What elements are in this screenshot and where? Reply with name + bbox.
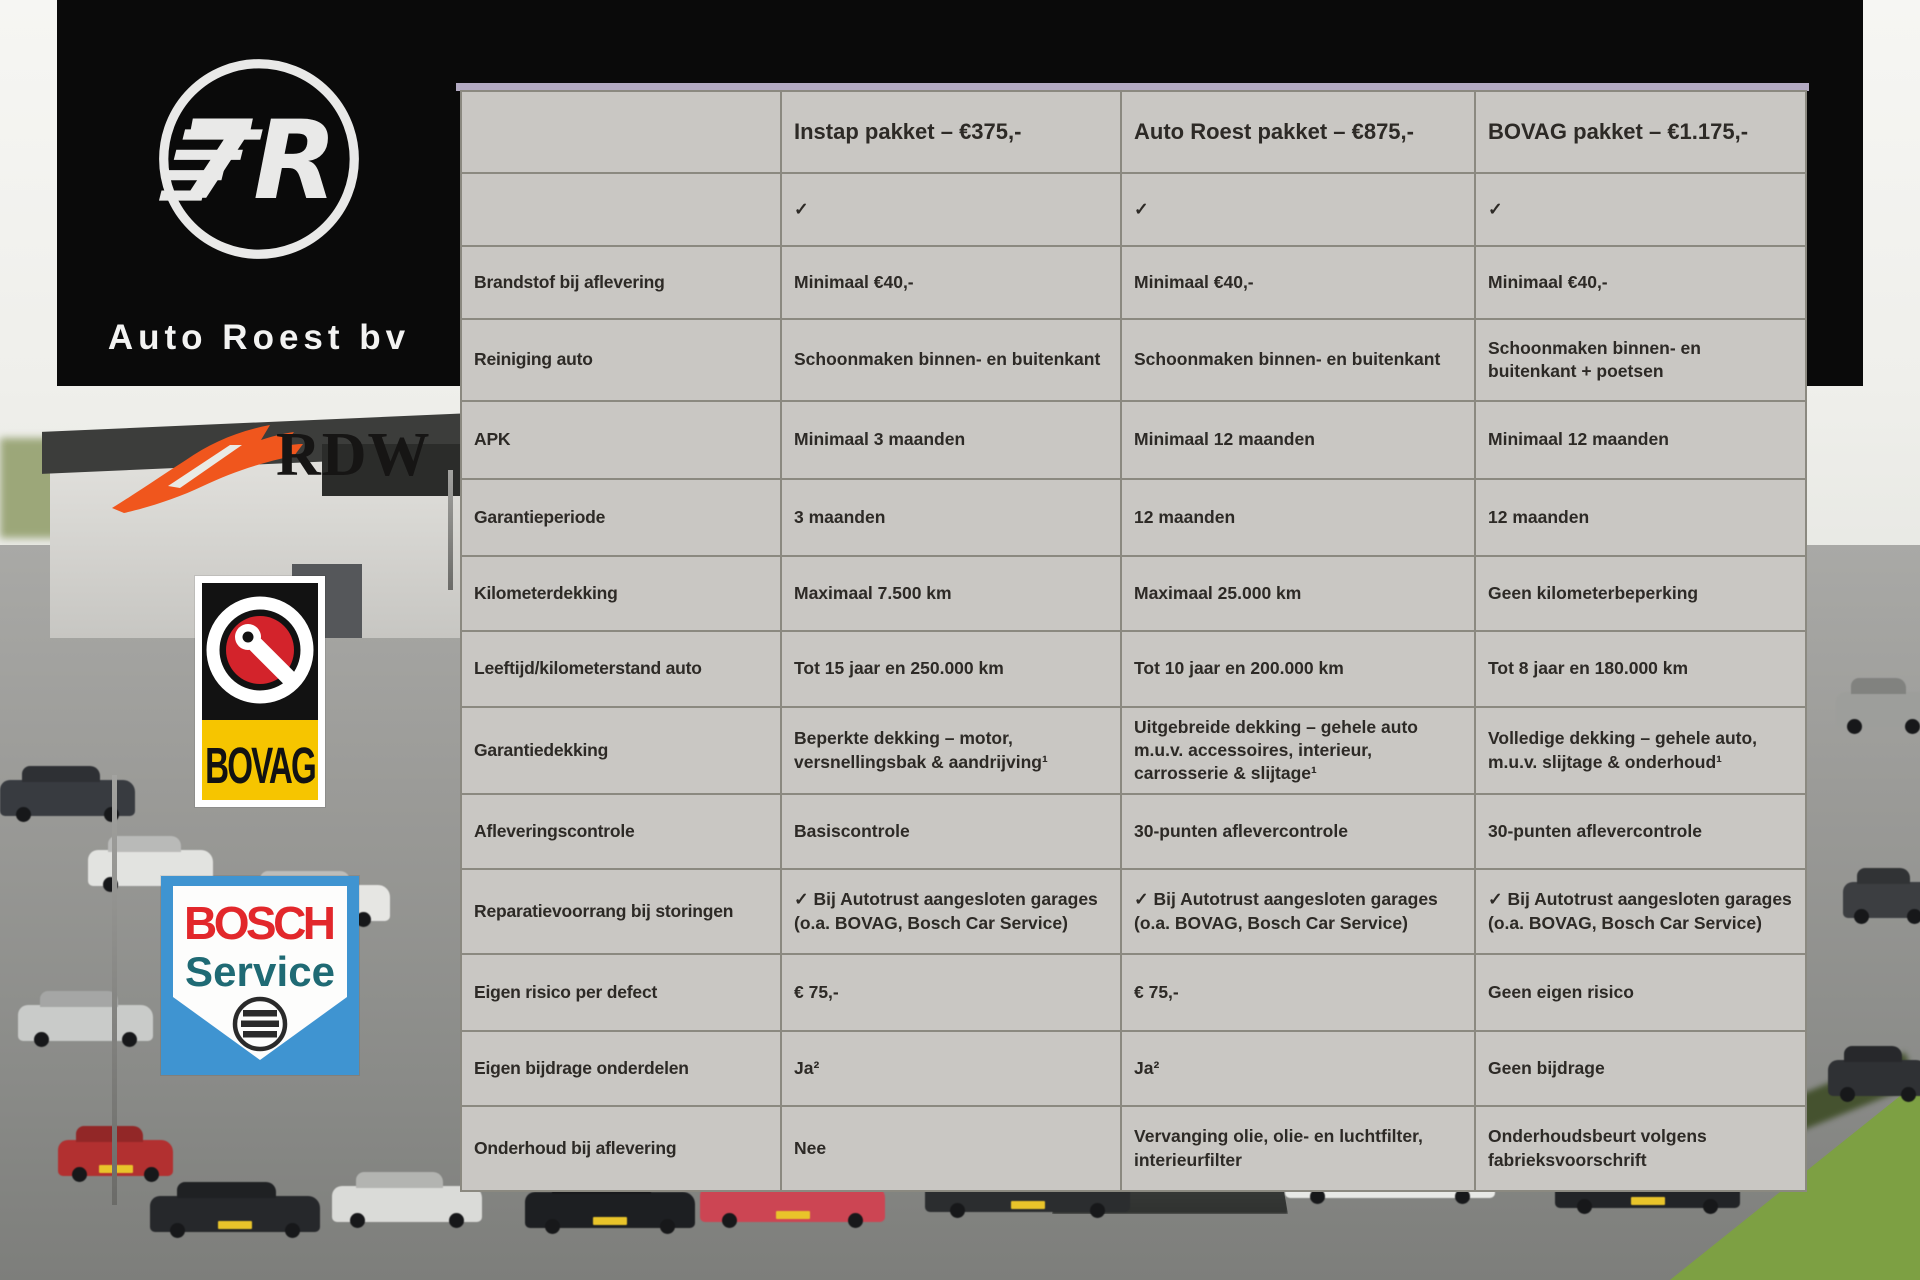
table-cell-r5-c0: Maximaal 7.500 km xyxy=(782,557,1122,632)
bovag-logo xyxy=(195,576,325,807)
light-pole xyxy=(112,775,117,1205)
table-cell-r12-c2: Onderhoudsbeurt volgens fabrieksvoorschrift xyxy=(1476,1107,1807,1192)
table-cell-r4-c2: 12 maanden xyxy=(1476,480,1807,557)
table-cell-r0-c2: ✓ xyxy=(1476,174,1807,247)
row-label-0 xyxy=(462,174,782,247)
table-cell-r12-c1: Vervanging olie, olie- en luchtfilter, interieurfilter xyxy=(1122,1107,1476,1192)
table-cell-r6-c1: Tot 10 jaar en 200.000 km xyxy=(1122,632,1476,708)
table-cell-r7-c1: Uitgebreide dekking – gehele auto m.u.v. accessoires, interieur, carrosserie & slijtage¹ xyxy=(1122,708,1476,795)
table-cell-r10-c0: € 75,- xyxy=(782,955,1122,1032)
table-cell-r11-c0: Ja² xyxy=(782,1032,1122,1107)
row-label-6: Leeftijd/kilometerstand auto xyxy=(462,632,782,708)
column-header-1: Auto Roest pakket – €875,- xyxy=(1122,92,1476,174)
table-cell-r2-c2: Schoonmaken binnen- en buitenkant + poetsen xyxy=(1476,320,1807,402)
table-cell-r9-c1: ✓ Bij Autotrust aangesloten garages (o.a. BOVAG, Bosch Car Service) xyxy=(1122,870,1476,955)
row-label-5: Kilometerdekking xyxy=(462,557,782,632)
table-cell-r1-c1: Minimaal €40,- xyxy=(1122,247,1476,320)
table-cell-r4-c0: 3 maanden xyxy=(782,480,1122,557)
package-table xyxy=(460,90,1807,1192)
bosch-armature-icon xyxy=(235,999,285,1049)
row-label-1: Brandstof bij aflevering xyxy=(462,247,782,320)
row-label-2: Reiniging auto xyxy=(462,320,782,402)
bosch-logo-text: BOSCH xyxy=(184,897,336,949)
table-cell-r3-c0: Minimaal 3 maanden xyxy=(782,402,1122,480)
table-cell-r10-c2: Geen eigen risico xyxy=(1476,955,1807,1032)
row-label-10: Eigen risico per defect xyxy=(462,955,782,1032)
table-cell-r9-c0: ✓ Bij Autotrust aangesloten garages (o.a. BOVAG, Bosch Car Service) xyxy=(782,870,1122,955)
parked-car xyxy=(1843,882,1920,918)
logo-monogram: 7R xyxy=(177,96,338,224)
table-cell-r7-c2: Volledige dekking – gehele auto, m.u.v. slijtage & onderhoud¹ xyxy=(1476,708,1807,795)
table-cell-r12-c0: Nee xyxy=(782,1107,1122,1192)
table-cell-r8-c0: Basiscontrole xyxy=(782,795,1122,870)
row-label-7: Garantiedekking xyxy=(462,708,782,795)
table-cell-r6-c0: Tot 15 jaar en 250.000 km xyxy=(782,632,1122,708)
bosch-service-text: Service xyxy=(185,948,335,995)
table-cell-r3-c1: Minimaal 12 maanden xyxy=(1122,402,1476,480)
table-cell-r4-c1: 12 maanden xyxy=(1122,480,1476,557)
table-cell-r8-c2: 30-punten aflevercontrole xyxy=(1476,795,1807,870)
table-cell-r9-c2: ✓ Bij Autotrust aangesloten garages (o.a. BOVAG, Bosch Car Service) xyxy=(1476,870,1807,955)
parked-car xyxy=(1828,1060,1920,1096)
row-label-12: Onderhoud bij aflevering xyxy=(462,1107,782,1192)
table-cell-r5-c1: Maximaal 25.000 km xyxy=(1122,557,1476,632)
table-cell-r5-c2: Geen kilometerbeperking xyxy=(1476,557,1807,632)
row-label-9: Reparatievoorrang bij storingen xyxy=(462,870,782,955)
table-corner-cell xyxy=(462,92,782,174)
rdw-logo-text: RDW xyxy=(276,421,431,489)
table-cell-r1-c0: Minimaal €40,- xyxy=(782,247,1122,320)
auto-roest-logo-icon xyxy=(148,48,370,270)
company-name: Auto Roest bv xyxy=(107,318,411,357)
table-cell-r6-c2: Tot 8 jaar en 180.000 km xyxy=(1476,632,1807,708)
bovag-logo-text: BOVAG xyxy=(205,737,315,795)
row-label-4: Garantieperiode xyxy=(462,480,782,557)
table-cell-r1-c2: Minimaal €40,- xyxy=(1476,247,1807,320)
table-cell-r8-c1: 30-punten aflevercontrole xyxy=(1122,795,1476,870)
row-label-8: Afleveringscontrole xyxy=(462,795,782,870)
light-pole xyxy=(448,470,453,590)
table-cell-r3-c2: Minimaal 12 maanden xyxy=(1476,402,1807,480)
parked-car xyxy=(18,1005,153,1041)
row-label-3: APK xyxy=(462,402,782,480)
bosch-service-logo xyxy=(161,876,359,1075)
table-cell-r0-c0: ✓ xyxy=(782,174,1122,247)
table-cell-r11-c2: Geen bijdrage xyxy=(1476,1032,1807,1107)
column-header-2: BOVAG pakket – €1.175,- xyxy=(1476,92,1807,174)
parked-car xyxy=(1836,692,1920,728)
table-cell-r10-c1: € 75,- xyxy=(1122,955,1476,1032)
table-cell-r11-c1: Ja² xyxy=(1122,1032,1476,1107)
row-label-11: Eigen bijdrage onderdelen xyxy=(462,1032,782,1107)
table-cell-r0-c1: ✓ xyxy=(1122,174,1476,247)
table-cell-r7-c0: Beperkte dekking – motor, versnellingsbak & aandrijving¹ xyxy=(782,708,1122,795)
parked-car xyxy=(525,1192,695,1228)
column-header-0: Instap pakket – €375,- xyxy=(782,92,1122,174)
table-cell-r2-c0: Schoonmaken binnen- en buitenkant xyxy=(782,320,1122,402)
table-cell-r2-c1: Schoonmaken binnen- en buitenkant xyxy=(1122,320,1476,402)
parked-car xyxy=(150,1196,320,1232)
